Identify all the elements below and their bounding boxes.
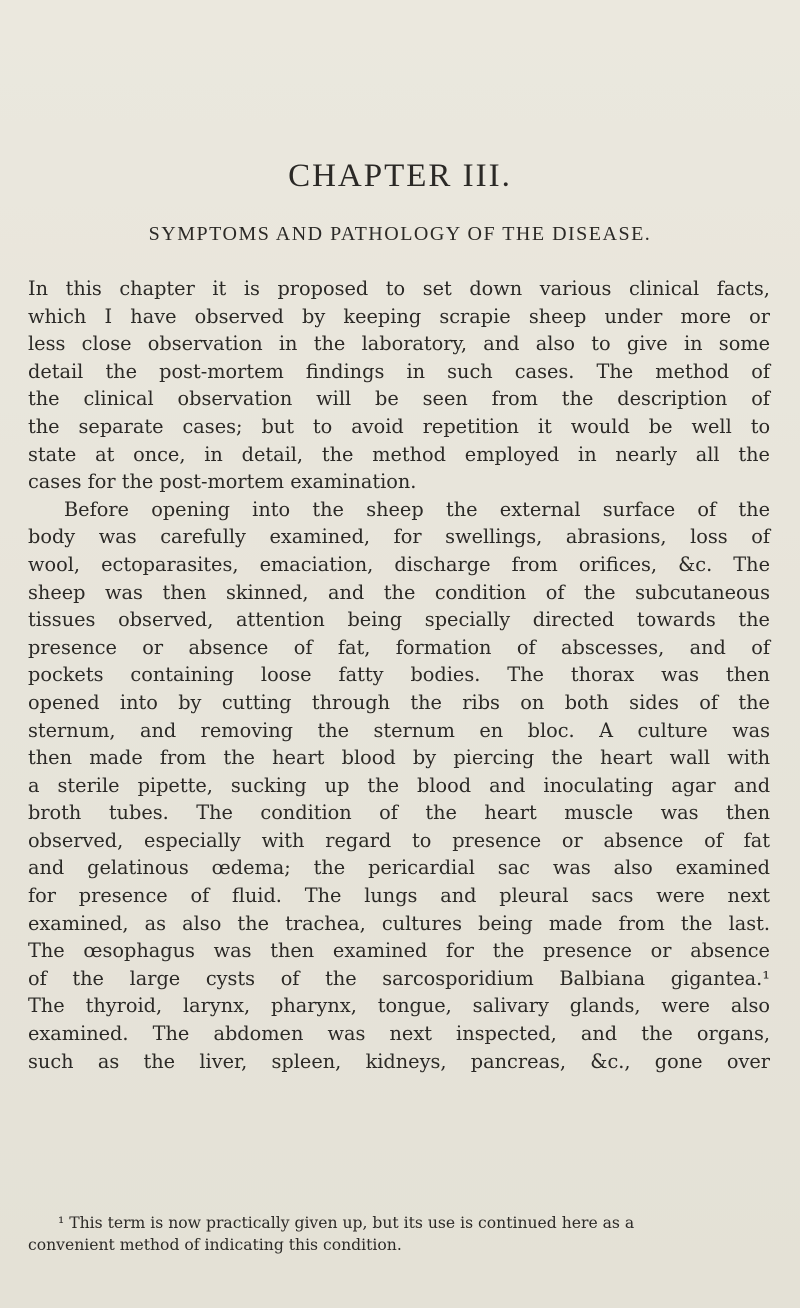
body-line: presence or absence of fat, formation of abscesses, and of (28, 635, 771, 659)
body-line: sternum, and removing the sternum en bloc. A culture was (28, 718, 770, 742)
body-line: state at once, in detail, the method employed in nearly all the (28, 442, 770, 466)
body-line: which I have observed by keeping scrapie sheep under more or (28, 304, 771, 328)
body-line: and gelatinous œdema; the pericardial sac was also examined (28, 856, 771, 880)
body-line: The thyroid, larynx, pharynx, tongue, salivary glands, were also (28, 994, 771, 1018)
body-text (28, 275, 770, 1075)
body-line: detail the post-mortem findings in such cases. The method of (28, 359, 770, 383)
body-line: In this chapter it is proposed to set down various clinical facts, (28, 277, 770, 300)
footnote (28, 1212, 770, 1256)
body-line: less close observation in the laboratory, and also to give in some (28, 332, 771, 356)
body-line: a sterile pipette, sucking up the blood and inoculating agar and (28, 773, 771, 797)
body-line: body was carefully examined, for swellings, abrasions, loss of (28, 525, 770, 549)
body-line: of the large cysts of the sarcosporidium Balbiana gigantea.¹ (28, 966, 771, 990)
body-line: then made from the heart blood by piercing the heart wall with (28, 746, 771, 770)
section-title: SYMPTOMS AND PATHOLOGY OF THE DISEASE. (148, 223, 652, 245)
body-line: opened into by cutting through the ribs on both sides of the (28, 690, 770, 714)
body-line: tissues observed, attention being specially directed towards the (28, 608, 770, 632)
body-line: cases for the post-mortem examination. (28, 470, 417, 494)
body-line: examined. The abdomen was next inspected, and the organs, (28, 1022, 771, 1046)
footnote-line: ¹ This term is now practically given up, but its use is continued here as a (58, 1214, 635, 1232)
body-line: The œsophagus was then examined for the presence or absence (28, 939, 770, 963)
body-line: pockets containing loose fatty bodies. The thorax was then (28, 663, 770, 687)
body-line: examined, as also the trachea, cultures being made from the last. (28, 911, 771, 935)
body-line: for presence of fluid. The lungs and pleural sacs were next (28, 884, 770, 908)
body-line: sheep was then skinned, and the condition of the subcutaneous (28, 580, 770, 604)
body-line: the separate cases; but to avoid repetition it would be well to (28, 414, 771, 438)
footnote-line: convenient method of indicating this condition. (28, 1236, 402, 1254)
body-line: wool, ectoparasites, emaciation, discharge from orifices, &c. The (28, 552, 770, 576)
body-line: such as the liver, spleen, kidneys, pancreas, &c., gone over (28, 1049, 770, 1073)
chapter-heading: CHAPTER III. (288, 158, 512, 194)
body-line: the clinical observation will be seen from the description of (28, 387, 770, 411)
body-line: broth tubes. The condition of the heart muscle was then (28, 801, 771, 825)
body-line: Before opening into the sheep the external surface of the (64, 497, 770, 521)
body-line: observed, especially with regard to presence or absence of fat (28, 828, 771, 852)
